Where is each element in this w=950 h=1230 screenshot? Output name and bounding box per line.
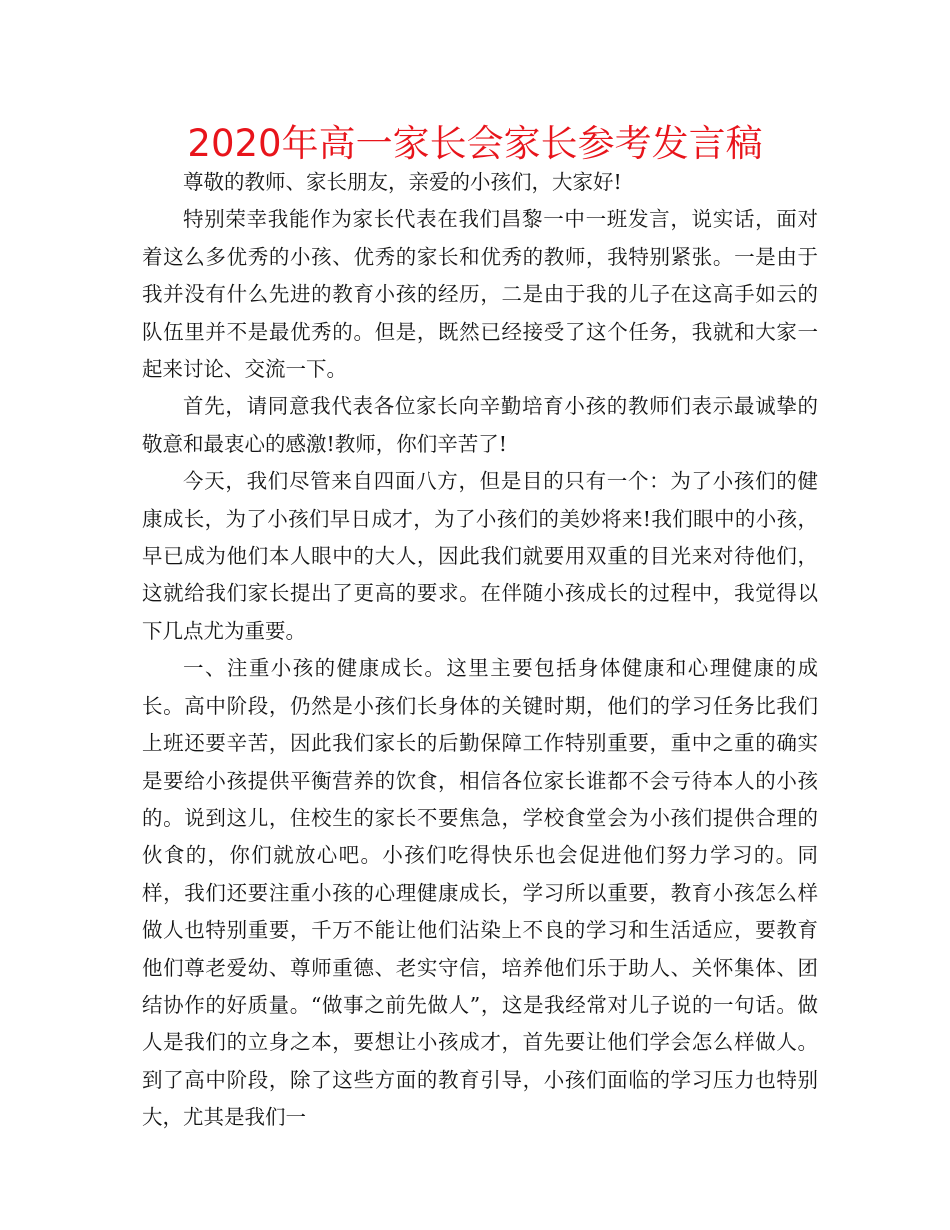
document-body — [142, 164, 818, 1137]
paragraph-intro: 特别荣幸我能作为家长代表在我们昌黎一中一班发言，说实话，面对着这么多优秀的小孩、优秀的家长和优秀的教师，我特别紧张。一是由于我并没有什么先进的教育小孩的经历，二是由于我的儿子在这高手如云的队伍里并不是最优秀的。但是，既然已经接受了这个任务，我就和大家一起来讨论、交流一下。 — [142, 207, 818, 382]
document-title: 2020年高一家长会家长参考发言稿 — [187, 122, 763, 165]
paragraph-greeting: 尊敬的教师、家长朋友，亲爱的小孩们，大家好! — [183, 170, 622, 194]
paragraph-thanks: 首先，请同意我代表各位家长向辛勤培育小孩的教师们表示最诚挚的敬意和最衷心的感激!教师，你们辛苦了! — [142, 394, 818, 456]
paragraph-purpose: 今天，我们尽管来自四面八方，但是目的只有一个：为了小孩们的健康成长，为了小孩们早日成才，为了小孩们的美妙将来!我们眼中的小孩，早已成为他们本人眼中的大人，因此我们就要用双重的目光来对待他们，这就给我们家长提出了更高的要求。在伴随小孩成长的过程中，我觉得以下几点尤为重要。 — [142, 469, 818, 643]
paragraph-point-one: 一、注重小孩的健康成长。这里主要包括身体健康和心理健康的成长。高中阶段，仍然是小孩们长身体的关键时期，他们的学习任务比我们上班还要辛苦，因此我们家长的后勤保障工作特别重要，重中之重的确实是要给小孩提供平衡营养的饮食，相信各位家长谁都不会亏待本人的小孩的。说到这儿，住校生的家长不要焦急，学校食堂会为小孩们提供合理的伙食的，你们就放心吧。小孩们吃得快乐也会促进他们努力学习的。同样，我们还要注重小孩的心理健康成长，学习所以重要，教育小孩怎么样做人也特别重要，千万不能让他们沾染上不良的学习和生活适应，要教育他们尊老爱幼、尊师重德、老实守信，培养他们乐于助人、关怀集体、团结协作的好质量。“做事之前先做人”，这是我经常对儿子说的一句话。做人是我们的立身之本，要想让小孩成才，首先要让他们学会怎么样做人。到了高中阶段，除了这些方面的教育引导，小孩们面临的学习压力也特别大，尤其是我们一 — [142, 656, 818, 1130]
